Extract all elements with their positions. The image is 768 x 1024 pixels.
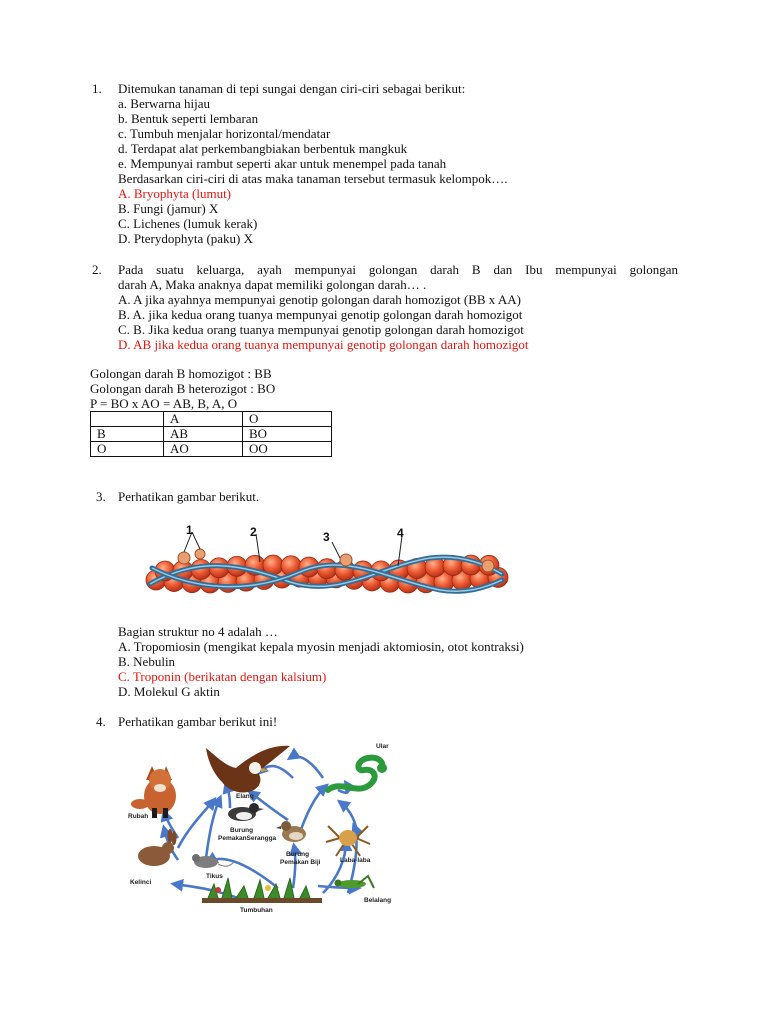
label-tikus: Tikus	[206, 873, 223, 880]
q3-option-b: B. Nebulin	[118, 654, 176, 669]
actin-bead	[317, 559, 337, 579]
q2-number: 2.	[92, 262, 102, 277]
table-cell: B	[91, 427, 164, 442]
grasshopper-icon	[335, 876, 375, 888]
q2-option-c: C. B. Jika kedua orang tuanya mempunyai genotip golongan darah homozigot	[118, 322, 524, 337]
q4-stem: Perhatikan gambar berikut ini!	[118, 714, 278, 729]
q3-option-a: A. Tropomiosin (mengikat kepala myosin menjadi aktomiosin, otot kontraksi)	[118, 639, 524, 654]
table-cell: A	[164, 412, 243, 427]
label-burung-serangga-1: Burung	[230, 827, 254, 834]
label-elang: Elang	[236, 793, 254, 800]
seed-eating-bird-icon	[276, 821, 306, 842]
q3-stem: Perhatikan gambar berikut.	[118, 489, 260, 504]
rat-icon	[192, 854, 234, 868]
snake-icon	[328, 758, 387, 790]
spider-icon	[326, 826, 370, 856]
plants-icon	[202, 878, 322, 903]
label-tumbuhan: Tumbuhan	[240, 907, 273, 914]
q1-option-c: C. Lichenes (lumuk kerak)	[118, 216, 258, 231]
table-cell: BO	[243, 427, 332, 442]
table-row	[91, 427, 332, 442]
table-cell: O	[243, 412, 332, 427]
table-cell: O	[91, 442, 164, 457]
label-kelinci: Kelinci	[130, 879, 152, 886]
q1-question: Berdasarkan ciri-ciri di atas maka tanaman tersebut termasuk kelompok….	[118, 171, 508, 186]
figure-label-3: 3	[323, 530, 330, 544]
q2-option-b: B. A. jika kedua orang tuanya mempunyai genotip golongan darah homozigot	[118, 307, 523, 322]
table-cell	[91, 412, 164, 427]
table-cell: AB	[164, 427, 243, 442]
punnett-table	[90, 411, 332, 457]
eagle-icon	[206, 746, 290, 793]
label-ular: Ular	[376, 743, 389, 750]
label-rubah: Rubah	[128, 813, 149, 820]
q2-stem-line2: darah A, Maka anaknya dapat memiliki golongan darah… .	[118, 277, 427, 292]
q1-stem: Ditemukan tanaman di tepi sungai dengan ciri-ciri sebagai berikut:	[118, 81, 466, 96]
q3-option-d: D. Molekul G aktin	[118, 684, 220, 699]
rabbit-icon	[138, 829, 177, 866]
q1-trait-b: b. Bentuk seperti lembaran	[118, 111, 259, 126]
actin-filament-figure	[140, 518, 510, 610]
q1-trait-d: d. Terdapat alat perkembangbiakan berbentuk mangkuk	[118, 141, 408, 156]
q1-option-d: D. Pterydophyta (paku) X	[118, 231, 254, 246]
figure-label-2: 2	[250, 525, 257, 539]
q1-trait-c: c. Tumbuh menjalar horizontal/mendatar	[118, 126, 331, 141]
q3-number: 3.	[96, 489, 106, 504]
label-belalang: Belalang	[364, 897, 392, 904]
table-row	[91, 442, 332, 457]
q2-stem-line1: Pada suatu keluarga, ayah mempunyai golongan darah B dan Ibu mempunyai golongan	[118, 262, 678, 277]
q2-note-homozygous: Golongan darah B homozigot : BB	[90, 366, 272, 381]
q1-trait-e: e. Mempunyai rambut seperti akar untuk menempel pada tanah	[118, 156, 447, 171]
q1-option-a-answer: A. Bryophyta (lumut)	[118, 186, 232, 201]
q2-note-heterozygous: Golongan darah B heterozigot : BO	[90, 381, 276, 396]
insect-eating-bird-icon	[228, 803, 264, 821]
food-web-figure	[118, 738, 418, 916]
q1-trait-a: a. Berwarna hijau	[118, 96, 211, 111]
q2-option-a: A. A jika ayahnya mempunyai genotip golongan darah homozigot (BB x AA)	[118, 292, 521, 307]
table-cell: OO	[243, 442, 332, 457]
q1-number: 1.	[92, 81, 102, 96]
q4-number: 4.	[96, 714, 106, 729]
label-burung-biji-1: Burung	[286, 851, 310, 858]
q2-note-cross: P = BO x AO = AB, B, A, O	[90, 396, 238, 411]
label-laba-laba: Laba-laba	[340, 857, 371, 864]
q3-question: Bagian struktur no 4 adalah …	[118, 624, 278, 639]
q1-option-b: B. Fungi (jamur) X	[118, 201, 219, 216]
label-burung-serangga-2: PemakanSerangga	[218, 835, 277, 842]
table-row	[91, 412, 332, 427]
figure-label-4: 4	[397, 526, 404, 540]
q2-option-d-answer: D. AB jika kedua orang tuanya mempunyai genotip golongan darah homozigot	[118, 337, 529, 352]
fox-icon	[131, 766, 176, 818]
label-burung-biji-2: Pemakan Biji	[280, 859, 321, 866]
q3-option-c-answer: C. Troponin (berikatan dengan kalsium)	[118, 669, 327, 684]
table-cell: AO	[164, 442, 243, 457]
figure-label-1: 1	[186, 523, 193, 537]
